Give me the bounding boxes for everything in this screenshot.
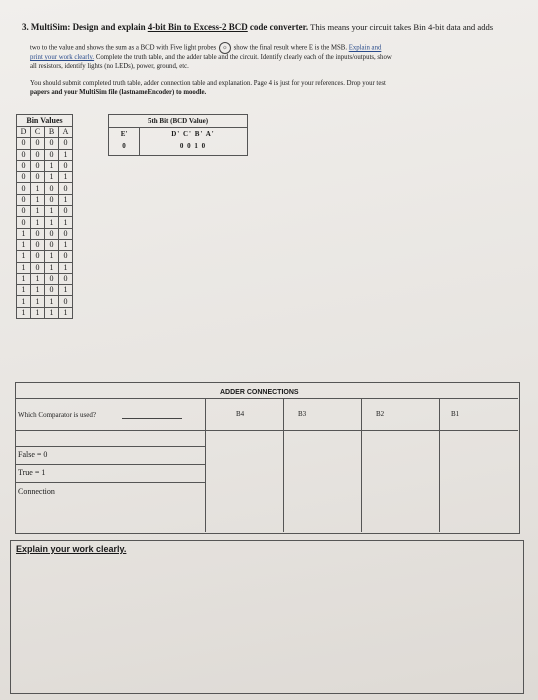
question-number: 3. xyxy=(22,22,29,32)
bin-cell: 1 xyxy=(59,239,73,250)
bin-cell: 1 xyxy=(45,251,59,262)
bin-cell: 0 xyxy=(45,273,59,284)
bcd-dcba-header: D' C' B' A' xyxy=(171,130,215,138)
question-lead: MultiSim: xyxy=(30,22,71,32)
table-row xyxy=(17,251,73,262)
bin-cell: 0 xyxy=(17,149,31,160)
table-row xyxy=(17,194,73,205)
table-row xyxy=(17,183,73,194)
table-row xyxy=(17,138,73,149)
submission-line2: papers and your MultiSim file (lastnameEncoder) to moodle. xyxy=(30,88,207,96)
bcd-value-table xyxy=(108,114,248,156)
bin-cell: 1 xyxy=(17,239,31,250)
bin-cell: 1 xyxy=(31,183,45,194)
bin-cell: 1 xyxy=(17,285,31,296)
comparator-label: Which Comparator is used? xyxy=(18,411,96,419)
light-probe-icon: ☼ xyxy=(219,42,231,54)
bin-cell: 0 xyxy=(31,138,45,149)
bin-cell: 1 xyxy=(31,285,45,296)
bin-cell: 1 xyxy=(17,228,31,239)
bin-cell: 0 xyxy=(45,228,59,239)
bcd-e-header: E' xyxy=(120,130,128,138)
bin-cell: 0 xyxy=(45,138,59,149)
bin-cell: 0 xyxy=(45,183,59,194)
bin-cell: 0 xyxy=(31,262,45,273)
adder-connections-box xyxy=(15,382,520,534)
bin-values-title: Bin Values xyxy=(17,115,73,127)
true-label: True = 1 xyxy=(18,468,46,477)
bin-cell: 1 xyxy=(31,273,45,284)
bin-cell: 0 xyxy=(59,183,73,194)
table-row xyxy=(17,307,73,318)
bin-cell: 0 xyxy=(17,206,31,217)
bin-cell: 0 xyxy=(17,138,31,149)
bin-cell: 0 xyxy=(59,296,73,307)
bin-cell: 0 xyxy=(17,183,31,194)
explain-label: Explain your work clearly. xyxy=(16,544,127,554)
question-underlined: 4-bit Bin to Excess-2 BCD xyxy=(147,22,248,32)
bin-cell: 0 xyxy=(17,194,31,205)
bin-cell: 1 xyxy=(45,160,59,171)
bin-cell: 0 xyxy=(59,160,73,171)
bin-cell: 0 xyxy=(45,285,59,296)
explain-link-1: Explain and xyxy=(348,44,382,52)
bin-cell: 1 xyxy=(17,273,31,284)
bin-cell: 1 xyxy=(17,251,31,262)
bin-cell: 0 xyxy=(17,217,31,228)
bin-cell: 0 xyxy=(31,228,45,239)
submission-line1: You should submit completed truth table, adder connection table and explanation. Page 4 is just for your references. Drop your test xyxy=(30,80,386,87)
bin-cell: 1 xyxy=(59,217,73,228)
bin-cell: 1 xyxy=(45,206,59,217)
bin-cell: 1 xyxy=(17,307,31,318)
table-row xyxy=(17,296,73,307)
bin-cell: 1 xyxy=(59,285,73,296)
bin-cell: 0 xyxy=(31,149,45,160)
table-row xyxy=(17,228,73,239)
table-row xyxy=(17,239,73,250)
bin-cell: 1 xyxy=(31,194,45,205)
table-row xyxy=(17,206,73,217)
bin-cell: 1 xyxy=(31,307,45,318)
question-rest: This means your circuit takes Bin 4-bit data and adds xyxy=(310,22,494,32)
instructions-line2: Complete the truth table, and the adder table and the circuit. Identify clearly each of the inputs/outputs, show xyxy=(95,54,392,61)
adder-col-b1: B1 xyxy=(451,410,460,418)
bin-header-d: D xyxy=(17,127,31,138)
bin-cell: 0 xyxy=(31,172,45,183)
bin-cell: 0 xyxy=(59,273,73,284)
adder-col-b2: B2 xyxy=(376,410,385,418)
bin-cell: 0 xyxy=(45,149,59,160)
bin-cell: 0 xyxy=(59,251,73,262)
bin-values-table xyxy=(16,114,73,319)
bin-cell: 1 xyxy=(45,217,59,228)
bin-cell: 1 xyxy=(59,194,73,205)
submission-paragraph xyxy=(30,80,526,97)
bin-cell: 1 xyxy=(31,206,45,217)
bcd-title: 5th Bit (BCD Value) xyxy=(147,117,209,125)
bin-cell: 1 xyxy=(59,262,73,273)
adder-col-b4: B4 xyxy=(236,410,245,418)
bin-header-a: A xyxy=(59,127,73,138)
instructions-line1b: show the final result where E is the MSB. xyxy=(233,44,348,52)
table-row xyxy=(17,262,73,273)
question-bold: Design and explain xyxy=(72,22,146,32)
comparator-blank-line[interactable] xyxy=(122,418,182,419)
instructions-line3: all resistors, identify lights (no LEDs), power, ground, etc. xyxy=(30,62,189,70)
question-title xyxy=(22,22,532,33)
adder-title: ADDER CONNECTIONS xyxy=(220,389,299,396)
bin-cell: 1 xyxy=(59,307,73,318)
instructions-paragraph xyxy=(30,42,526,71)
bin-cell: 1 xyxy=(17,296,31,307)
bin-header-row xyxy=(17,127,73,138)
bin-cell: 1 xyxy=(31,296,45,307)
instructions-line1a: two to the value and shows the sum as a BCD with Five light probes xyxy=(30,44,217,52)
bin-cell: 0 xyxy=(31,160,45,171)
explain-work-box[interactable] xyxy=(10,540,524,694)
explain-link-2: print your work clearly. xyxy=(30,54,95,61)
table-row xyxy=(17,149,73,160)
bin-cell: 1 xyxy=(59,149,73,160)
bin-cell: 0 xyxy=(31,251,45,262)
bin-header-b: B xyxy=(45,127,59,138)
table-row xyxy=(17,217,73,228)
bcd-e-value: 0 xyxy=(122,142,126,150)
bin-cell: 1 xyxy=(17,262,31,273)
bin-header-c: C xyxy=(31,127,45,138)
table-row xyxy=(17,273,73,284)
bcd-dcba-value: 0 0 1 0 xyxy=(179,142,207,150)
false-label: False = 0 xyxy=(18,450,48,459)
table-row xyxy=(17,285,73,296)
bin-cell: 1 xyxy=(45,262,59,273)
bin-cell: 1 xyxy=(45,296,59,307)
question-bold-tail: code converter. xyxy=(249,22,309,32)
connection-label: Connection xyxy=(18,487,55,496)
bin-cell: 1 xyxy=(31,217,45,228)
bin-cell: 1 xyxy=(59,172,73,183)
bin-cell: 0 xyxy=(17,160,31,171)
bin-cell: 0 xyxy=(45,239,59,250)
bin-cell: 0 xyxy=(45,194,59,205)
table-row xyxy=(17,160,73,171)
bin-cell: 0 xyxy=(17,172,31,183)
bin-cell: 1 xyxy=(45,172,59,183)
bin-cell: 0 xyxy=(59,228,73,239)
table-row xyxy=(17,172,73,183)
bin-cell: 0 xyxy=(59,206,73,217)
bin-cell: 1 xyxy=(45,307,59,318)
adder-col-b3: B3 xyxy=(298,410,307,418)
bin-cell: 0 xyxy=(31,239,45,250)
bin-cell: 0 xyxy=(59,138,73,149)
